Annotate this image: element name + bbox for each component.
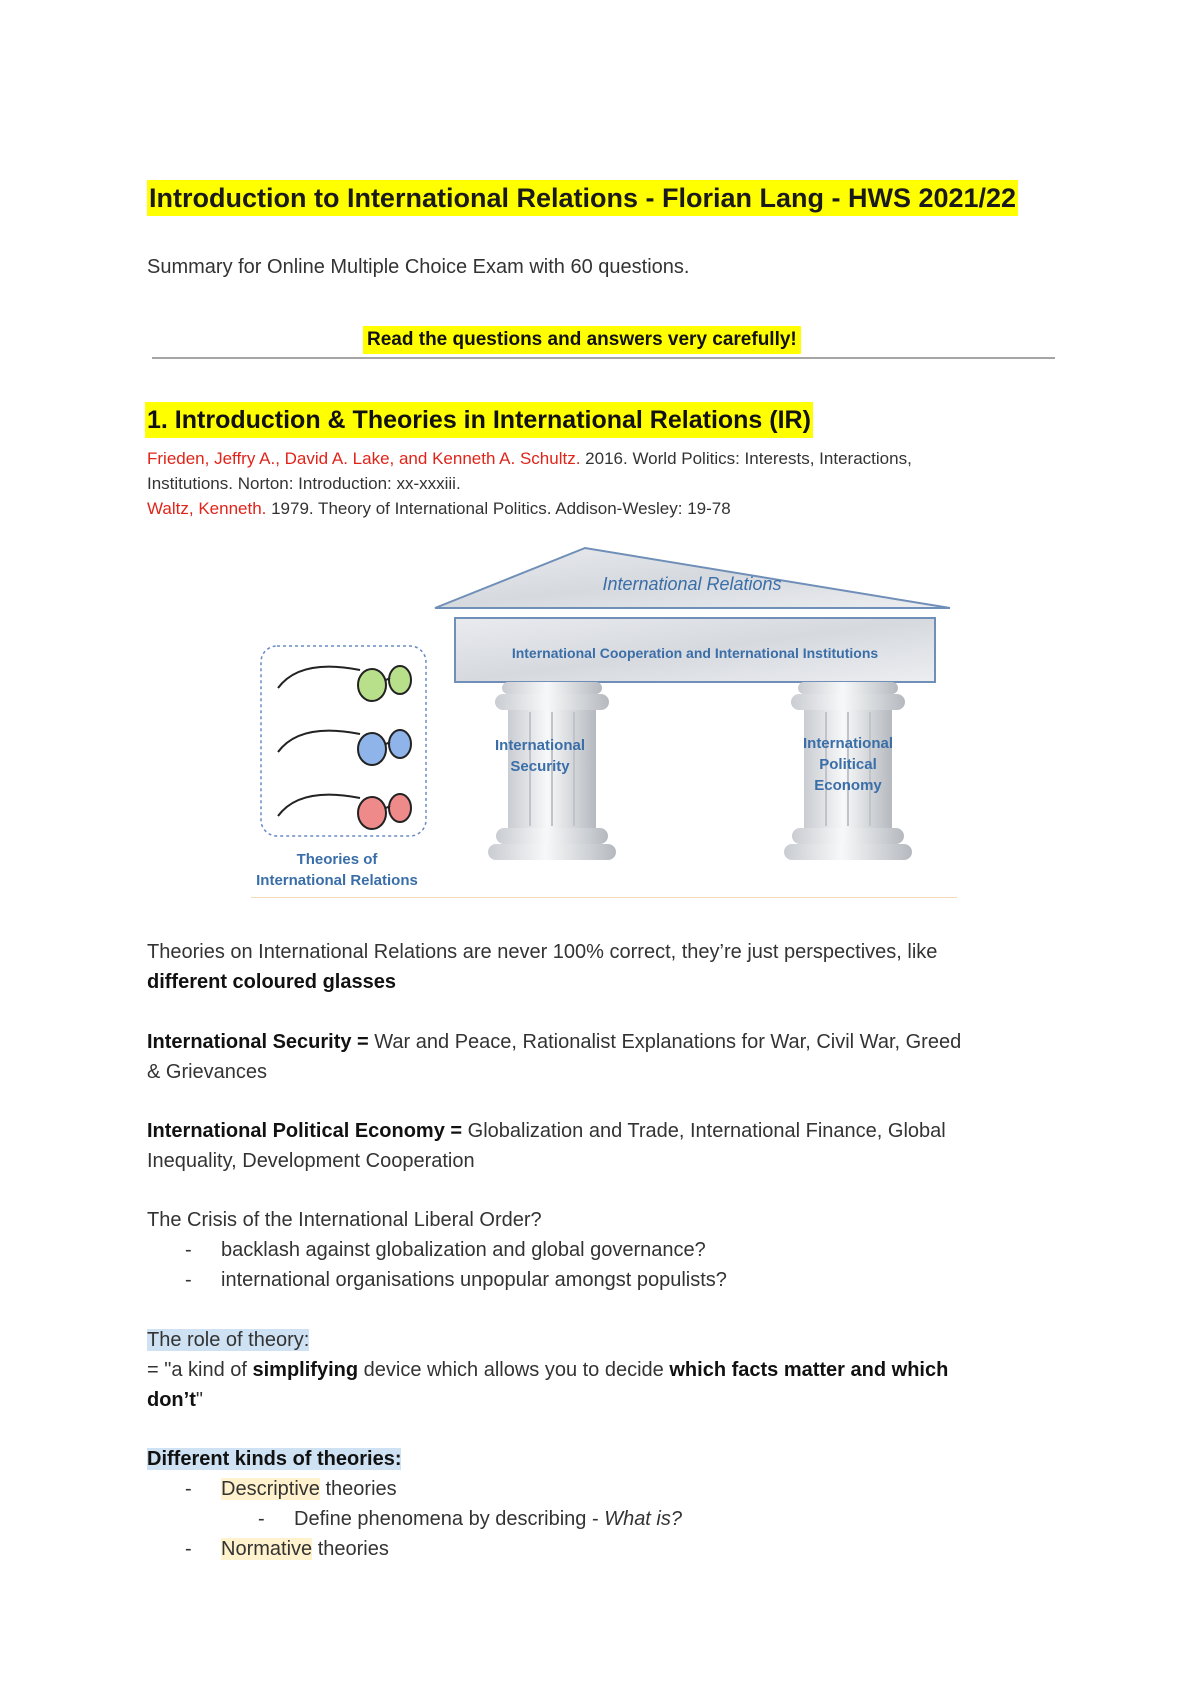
reference-2 — [147, 496, 731, 521]
section-heading: 1. Introduction & Theories in International Relations (IR) — [145, 402, 813, 438]
ipe-topics: Globalization and Trade, International Finance, Global — [462, 1120, 946, 1142]
reference-2-details: 1979. Theory of International Politics. Addison-Wesley: 19-78 — [266, 499, 731, 518]
kinds-item-normative: - Normative theories — [185, 1538, 389, 1560]
role-quote-line2: don’t" — [147, 1389, 203, 1411]
theories-paragraph-line1: Theories on International Relations are never 100% correct, they’re just perspectives, like — [147, 941, 938, 963]
reference-1-line2: Institutions. Norton: Introduction: xx-xxxiii. — [147, 474, 461, 493]
security-label: International Security = — [147, 1031, 369, 1053]
green-glasses-icon — [278, 666, 411, 701]
warning-text: Read the questions and answers very carefully! — [363, 326, 801, 354]
role-label-wrap — [147, 1325, 309, 1355]
red-glasses-icon — [278, 794, 411, 829]
role-quote-line1: = "a kind of simplifying device which allows you to decide which facts matter and which — [147, 1359, 949, 1381]
glasses-caption-1: Theories of — [296, 851, 378, 868]
pillar-right-label-3: Economy — [814, 777, 882, 794]
pillar-left-label-1: International — [494, 737, 586, 754]
ir-temple-diagram — [240, 540, 960, 900]
roof-label: International Relations — [602, 574, 782, 594]
ipe-line1 — [147, 1116, 946, 1146]
kinds-item-descriptive: - Descriptive theories — [185, 1478, 397, 1500]
crisis-item-2: - international organisations unpopular amongst populists? — [185, 1269, 727, 1291]
glasses-caption-2: International Relations — [256, 872, 418, 889]
crisis-item-1: - backlash against globalization and global governance? — [185, 1239, 706, 1261]
document-title: Introduction to International Relations - Florian Lang - HWS 2021/22 — [147, 180, 1018, 216]
reference-1-authors: Frieden, Jeffry A., David A. Lake, and Kenneth A. Schultz. — [147, 449, 581, 468]
ipe-line2: Inequality, Development Cooperation — [147, 1150, 475, 1172]
role-label: The role of theory: — [147, 1329, 310, 1351]
reference-2-authors: Waltz, Kenneth. — [147, 499, 267, 518]
security-line2: & Grievances — [147, 1061, 268, 1083]
crisis-question: The Crisis of the International Liberal Order? — [147, 1209, 542, 1231]
summary-text: Summary for Online Multiple Choice Exam with 60 questions. — [147, 256, 690, 278]
ipe-label: International Political Economy = — [147, 1120, 463, 1142]
pillar-right-label-2: Political — [819, 756, 877, 773]
security-topics: War and Peace, Rationalist Explanations for War, Civil War, Greed — [368, 1031, 962, 1053]
beam-label: International Cooperation and International Institutions — [511, 645, 879, 661]
diagram-underline — [251, 897, 957, 898]
kinds-heading: Different kinds of theories: — [147, 1448, 402, 1470]
kinds-subitem-define: - Define phenomena by describing - What is? — [258, 1508, 682, 1530]
reference-1-details: 2016. World Politics: Interests, Interactions, — [580, 449, 912, 468]
pillar-left-label-2: Security — [510, 758, 570, 775]
security-line1 — [147, 1027, 961, 1057]
horizontal-rule — [152, 357, 1055, 359]
pillar-right-label-1: International — [802, 735, 894, 752]
blue-glasses-icon — [278, 730, 411, 765]
reference-1 — [147, 446, 912, 471]
theories-paragraph-line2: different coloured glasses — [147, 971, 396, 993]
kinds-heading-wrap — [147, 1444, 401, 1474]
